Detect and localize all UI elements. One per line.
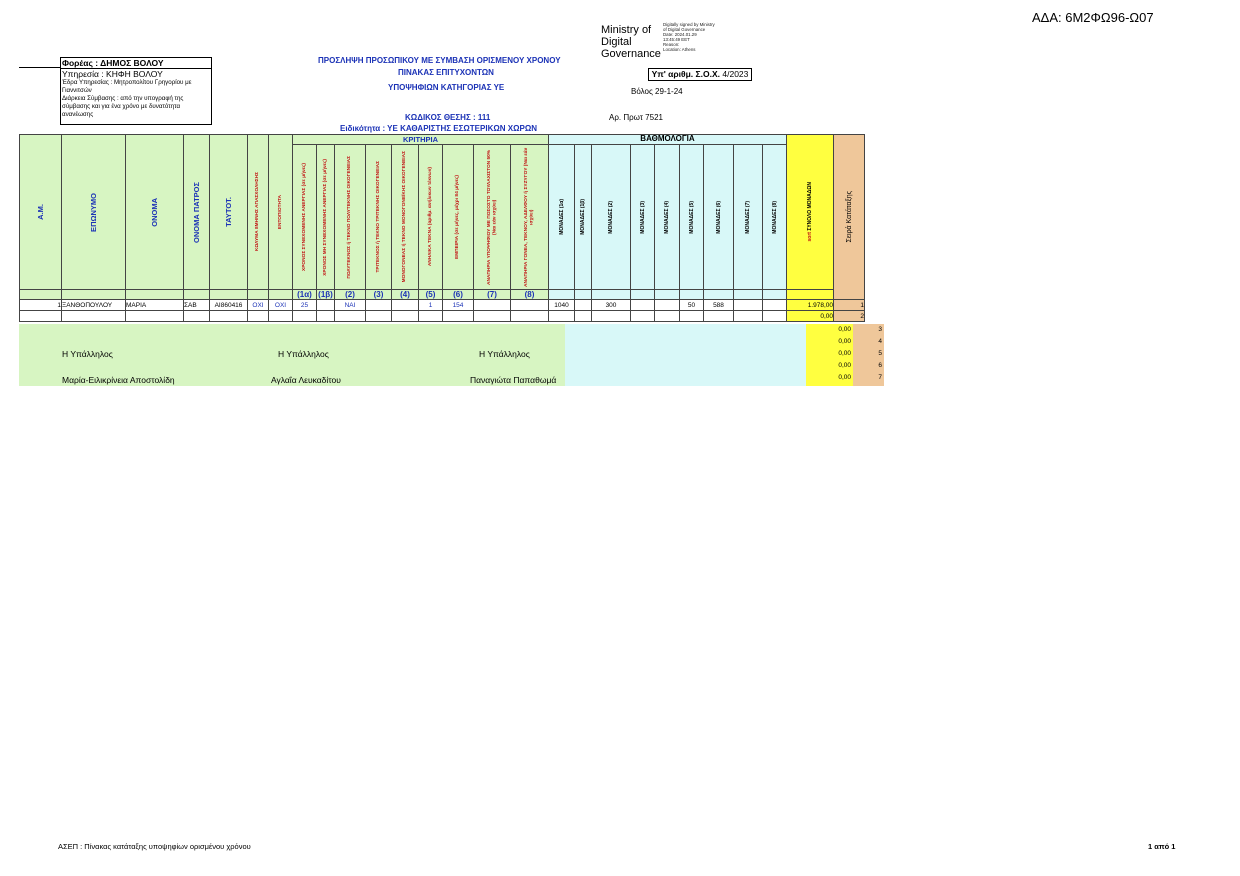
cell-score: [549, 311, 575, 322]
criterion-code: (1β): [318, 290, 333, 299]
cell-criterion: [366, 311, 392, 322]
cell-criterion: [293, 311, 317, 322]
signature-detail: 13:45:49 EET: [663, 36, 690, 42]
header-criterion: ΑΝΗΛΙΚΑ ΤΕΚΝΑ (αριθμ. ανήλικων τέκνων): [427, 167, 433, 267]
extra-row: [806, 326, 882, 338]
header-score: ΜΟΝΑΔΕΣ (1α): [558, 199, 565, 235]
extra-row: [806, 362, 882, 374]
ref-number: 4/2023: [722, 69, 749, 79]
cell-score: [631, 311, 655, 322]
signatory-role-1: Η Υπάλληλος: [62, 349, 113, 359]
cell-criterion: [419, 311, 443, 322]
header-id: ΤΑΥΤΟΤ.: [224, 197, 233, 227]
extra-rank: 6: [878, 362, 882, 369]
cell-criterion: [511, 311, 549, 322]
extra-rank: 4: [878, 338, 882, 345]
cell-criterion: [511, 300, 549, 311]
table-row: [20, 300, 865, 311]
header-score: ΜΟΝΑΔΕΣ (3): [639, 200, 646, 234]
cell-score: 50: [680, 300, 704, 311]
header-criterion: ΑΝΑΠΗΡΙΑ ΓΟΝΕΑ, ΤΕΚΝΟΥ, ΑΔΕΛΦΟΥ ή ΣΥΖΥΓΟΥ (Ναι εάν ισχύει): [524, 147, 535, 287]
criterion-code: (6): [443, 290, 474, 300]
org-foreas: Φορέας : ΔΗΜΟΣ ΒΟΛΟΥ: [61, 58, 211, 69]
org-ypiresia: Υπηρεσία : ΚΗΦΗ ΒΟΛΟΥ: [62, 69, 163, 79]
cell-criterion: ΝΑΙ: [335, 300, 366, 311]
header-criterion: ΠΟΛΥΤΕΚΝΟΣ ή ΤΕΚΝΟ ΠΟΛΥΤΕΚΝΗΣ ΟΙΚΟΓΕΝΕΙΑΣ: [347, 155, 353, 279]
header-score: ΜΟΝΑΔΕΣ (5): [688, 200, 695, 234]
extra-total: 0,00: [838, 362, 851, 369]
header-criterion: ΧΡΟΝΟΣ ΜΗ ΣΥΝΕΧΟΜΕΝΗΣ ΑΝΕΡΓΙΑΣ (σε μήνες): [322, 158, 328, 276]
cell-score: [704, 311, 734, 322]
header-father-name: ΟΝΟΜΑ ΠΑΤΡΟΣ: [192, 181, 201, 243]
signature-org-line: Ministry of: [601, 24, 652, 36]
criterion-code: (7): [474, 290, 511, 300]
cell-rank: 1: [834, 300, 865, 311]
signature-detail: of Digital Governance: [663, 26, 706, 32]
header-score: ΜΟΝΑΔΕΣ (8): [771, 200, 778, 234]
ada-code: ΑΔΑ: 6Μ2ΦΩ96-Ω07: [1032, 10, 1154, 25]
header-score: ΜΟΝΑΔΕΣ (2): [608, 200, 614, 234]
cell-score: [680, 311, 704, 322]
criterion-code: (8): [511, 290, 549, 300]
cell-kolyma: [248, 311, 269, 322]
cell-score: 300: [592, 300, 631, 311]
cell-surname: ΞΑΝΘΟΠΟΥΛΟΥ: [62, 300, 126, 311]
cell-score: [763, 311, 787, 322]
org-box-left-edge: [19, 67, 60, 135]
header-total-prefix: sort: [807, 232, 813, 242]
cell-criterion: 25: [293, 300, 317, 311]
cell-score: 588: [704, 300, 734, 311]
extra-total: 0,00: [838, 326, 851, 333]
extra-total: 0,00: [838, 338, 851, 345]
ref-prefix: Υπ' αριθμ. Σ.Ο.Χ.: [651, 69, 720, 79]
signature-details: [663, 23, 733, 52]
signatory-name-1: Μαρία-Ειλικρίνεια Αποστολίδη: [62, 375, 175, 385]
signatory-name-2: Αγλαΐα Λευκαδίτου: [271, 375, 341, 385]
header-score: ΜΟΝΑΔΕΣ (1β): [580, 199, 586, 235]
header-name: ΟΝΟΜΑ: [150, 197, 159, 227]
criterion-code: (4): [392, 290, 419, 300]
cell-criterion: 1: [419, 300, 443, 311]
page-indicator: 1 από 1: [1148, 842, 1176, 851]
cell-id: ΑΙ860416: [210, 300, 248, 311]
cell-score: [655, 311, 680, 322]
results-table: [19, 134, 865, 322]
header-total: [807, 182, 813, 242]
header-kritiria: ΚΡΙΤΗΡΙΑ: [402, 135, 438, 144]
title-successful: ΠΙΝΑΚΑΣ ΕΠΙΤΥΧΟΝΤΩΝ: [398, 68, 494, 77]
specialty: Ειδικότητα : ΥΕ ΚΑΘΑΡΙΣΤΗΣ ΕΣΩΤΕΡΙΚΩΝ ΧΩΡΩΝ: [340, 124, 538, 133]
header-score: ΜΟΝΑΔΕΣ (7): [745, 200, 751, 234]
criterion-code: (2): [335, 290, 366, 300]
signatures-cyan-area: [565, 324, 806, 386]
extra-rank: 5: [878, 350, 882, 357]
header-am: Α.Μ.: [36, 204, 45, 220]
signature-org-line: Governance: [601, 48, 661, 60]
criterion-code: (1α): [293, 290, 317, 300]
cell-name: [126, 311, 184, 322]
cell-rank: 2: [834, 311, 865, 322]
criterion-code: (3): [366, 290, 392, 300]
cell-surname: [62, 311, 126, 322]
cell-total: 0,00: [787, 311, 834, 322]
header-criterion: ΤΡΙΤΕΚΝΟΣ ή ΤΕΚΝΟ ΤΡΙΤΕΚΝΗΣ ΟΙΚΟΓΕΝΕΙΑΣ: [375, 161, 381, 273]
extra-total: 0,00: [838, 374, 851, 381]
cell-father: ΣΑΒ: [184, 300, 210, 311]
extra-row: [806, 338, 882, 350]
signature-detail: Reason:: [663, 41, 680, 47]
cell-id: [210, 311, 248, 322]
cell-score: [575, 311, 592, 322]
cell-criterion: [392, 300, 419, 311]
table-row: [20, 311, 865, 322]
cell-criterion: [317, 311, 335, 322]
cell-score: [763, 300, 787, 311]
extra-row: [806, 350, 882, 362]
header-entopiotita: ΕΝΤΟΠΙΟΤΗΤΑ: [277, 194, 283, 230]
signature-org: [601, 24, 661, 60]
org-box: [60, 57, 212, 125]
cell-score: 1040: [549, 300, 575, 311]
cell-name: ΜΑΡΙΑ: [126, 300, 184, 311]
cell-criterion: [335, 311, 366, 322]
cell-criterion: 154: [443, 300, 474, 311]
cell-am: 1: [20, 300, 62, 311]
header-surname: ΕΠΩΝΥΜΟ: [89, 192, 98, 232]
header-criterion: ΕΜΠΕΙΡΙΑ (σε μήνες, μέχρι 84 μήνες): [455, 174, 461, 260]
org-edra: Έδρα Υπηρεσίας : Μητροπολίτου Γρηγορίου με Γιαννιτσών: [62, 79, 192, 94]
header-kolyma: ΚΩΛΥΜΑ 8ΜΗΝΗΣ ΑΠΑΣΧΟΛΗΣΗΣ: [255, 172, 261, 252]
header-score: ΜΟΝΑΔΕΣ (6): [715, 200, 722, 234]
cell-score: [592, 311, 631, 322]
extra-row: [806, 374, 882, 386]
ref-number-box: [648, 68, 752, 81]
cell-entopiotita: ΟΧΙ: [269, 300, 293, 311]
cell-father: [184, 311, 210, 322]
header-vathmologia: ΒΑΘΜΟΛΟΓΙΑ: [640, 134, 695, 143]
protocol-number: Αρ. Πρωτ 7521: [609, 113, 663, 122]
signature-detail: Location: Athens: [663, 46, 696, 52]
cell-total: 1.978,00: [787, 300, 834, 311]
criterion-code: (5): [419, 290, 443, 300]
cell-am: [20, 311, 62, 322]
org-diarkeia: Διάρκεια Σύμβασης : από την υπογραφή της σύμβασης και για ένα χρόνο με δυνατότητα ανανέωσης: [62, 95, 184, 118]
header-score: ΜΟΝΑΔΕΣ (4): [664, 200, 670, 234]
header-criterion: ΑΝΑΠΗΡΙΑ ΥΠΟΨΗΦΙΟΥ ΜΕ ΠΟΣΟΣΤΟ ΤΟΥΛΑΧΙΣΤΟΝ 50% (Ναι εάν ισχύει): [486, 149, 497, 285]
cell-score: [734, 311, 763, 322]
header-total-label: ΣΥΝΟΛΟ ΜΟΝΑΔΩΝ: [807, 182, 813, 231]
cell-criterion: [317, 300, 335, 311]
header-criterion: ΧΡΟΝΟΣ ΣΥΝΕΧΟΜΕΝΗΣ ΑΝΕΡΓΙΑΣ (σε μήνες): [301, 163, 307, 271]
cell-criterion: [474, 311, 511, 322]
cell-entopiotita: [269, 311, 293, 322]
title-category: ΥΠΟΨΗΦΙΩΝ ΚΑΤΗΓΟΡΙΑΣ ΥΕ: [388, 83, 505, 92]
signature-detail: Date: 2024.01.29: [663, 31, 697, 37]
signature-detail: Digitally signed by Ministry: [663, 22, 715, 27]
signature-org-line: Digital: [601, 36, 632, 48]
extra-rows: [806, 326, 882, 386]
cell-criterion: [474, 300, 511, 311]
header-rank: Σειρά Κατάταξης: [845, 191, 853, 243]
position-code: ΚΩΔΙΚΟΣ ΘΕΣΗΣ : 111: [405, 113, 491, 122]
cell-criterion: [392, 311, 419, 322]
extra-rank: 7: [878, 374, 882, 381]
cell-score: [655, 300, 680, 311]
header-criterion: ΜΟΝΟΓΟΝΕΑΣ ή ΤΕΚΝΟ ΜΟΝΟΓΟΝΕΪΚΗΣ ΟΙΚΟΓΕΝΕΙΑΣ: [402, 151, 408, 283]
extra-total: 0,00: [838, 350, 851, 357]
doc-date: Βόλος 29-1-24: [631, 87, 683, 96]
cell-criterion: [366, 300, 392, 311]
footer-description: ΑΣΕΠ : Πίνακας κατάταξης υποψηφίων ορισμένου χρόνου: [58, 842, 251, 851]
title-main: ΠΡΟΣΛΗΨΗ ΠΡΟΣΩΠΙΚΟΥ ΜΕ ΣΥΜΒΑΣΗ ΟΡΙΣΜΕΝΟΥ ΧΡΟΝΟΥ: [318, 56, 561, 65]
cell-criterion: [443, 311, 474, 322]
signatory-role-2: Η Υπάλληλος: [278, 349, 329, 359]
cell-kolyma: ΟΧΙ: [248, 300, 269, 311]
signatory-role-3: Η Υπάλληλος: [479, 349, 530, 359]
cell-score: [575, 300, 592, 311]
cell-score: [734, 300, 763, 311]
cell-score: [631, 300, 655, 311]
extra-rank: 3: [878, 326, 882, 333]
signatory-name-3: Παναγιώτα Παπαθωμά: [470, 375, 557, 385]
